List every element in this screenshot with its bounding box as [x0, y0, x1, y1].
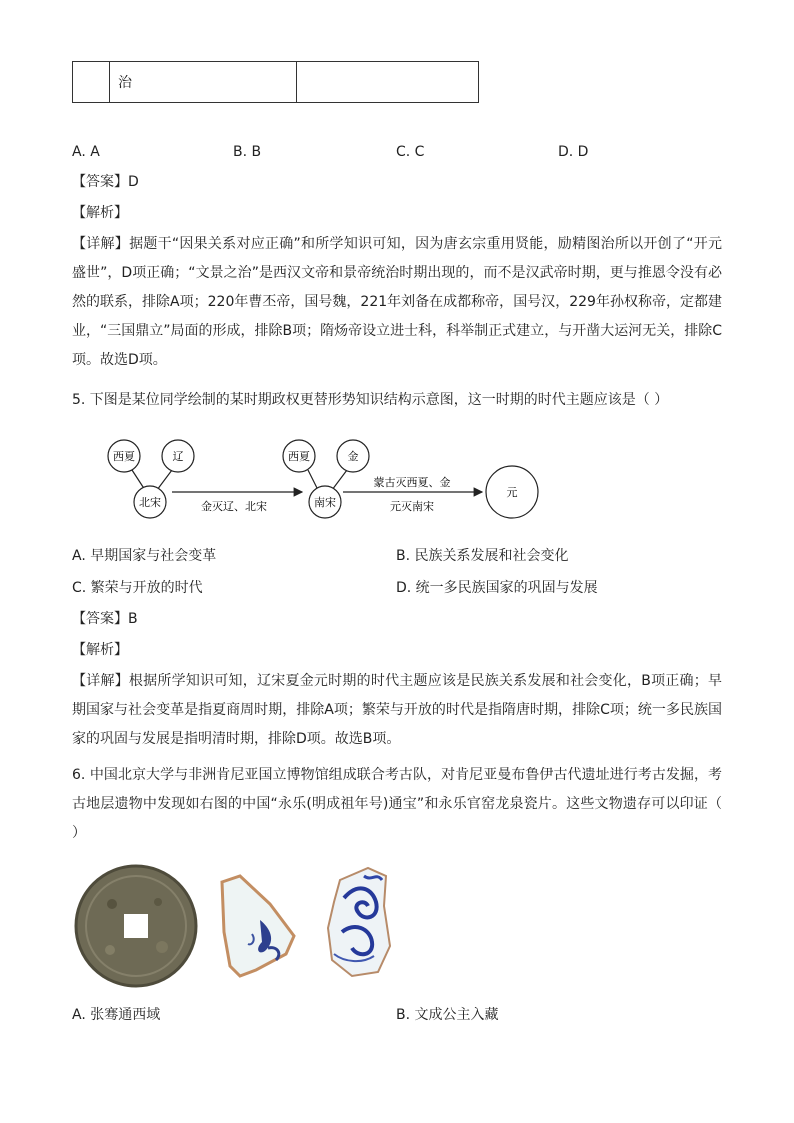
svg-text:元: 元 — [506, 486, 518, 499]
top-table — [72, 61, 479, 103]
connector-line — [157, 470, 172, 490]
q5-stem: 5. 下图是某位同学绘制的某时期政权更替形势知识结构示意图，这一时期的时代主题应该是（ ） — [72, 392, 669, 408]
svg-text:南宋: 南宋 — [314, 496, 336, 509]
svg-text:金: 金 — [347, 450, 359, 463]
porcelain-shard-1-image — [222, 876, 294, 976]
table-row — [73, 62, 479, 103]
connector-line — [332, 470, 347, 490]
porcelain-shard-2-image — [328, 868, 390, 976]
q5-option-a[interactable]: A. 早期国家与社会变革 — [72, 548, 217, 564]
q5-option-b[interactable]: B. 民族关系发展和社会变化 — [396, 548, 569, 564]
q5-answer: 【答案】B — [72, 611, 138, 627]
node-xixia-2 — [283, 440, 315, 472]
node-beisong — [134, 486, 166, 518]
table-cell — [297, 62, 479, 103]
arrow-2-label-line2: 元灭南宋 — [390, 500, 434, 513]
arrow-1-label: 金灭辽、北宋 — [201, 500, 267, 513]
q5-analysis-label: 【解析】 — [72, 642, 128, 658]
q6-artifact-images — [72, 862, 402, 992]
node-liao — [162, 440, 194, 472]
svg-text:西夏: 西夏 — [288, 450, 310, 463]
connector-line — [308, 470, 318, 490]
q6-option-a[interactable]: A. 张骞通西域 — [72, 1007, 161, 1023]
q5-detail: 【详解】根据所学知识可知，辽宋夏金元时期的时代主题应该是民族关系发展和社会变化，B项正确；早期国家与社会变革是指夏商周时期，排除A项；繁荣与开放的时代是指隋唐时期，排除C项；统一多民族国家的巩固与发展是指明清时期，排除D项。故选B项。 — [72, 673, 722, 747]
svg-text:西夏: 西夏 — [113, 450, 135, 463]
q6-stem: 6. 中国北京大学与非洲肯尼亚国立博物馆组成联合考古队，对肯尼亚曼布鲁伊古代遗址进行考古发掘，考古地层遗物中发现如右图的中国“永乐(明成祖年号)通宝”和永乐官窑龙泉瓷片。这些文物遗存可以印证（ ） — [72, 767, 722, 841]
q4-option-b[interactable]: B. B — [233, 144, 262, 160]
q4-option-c[interactable]: C. C — [396, 144, 425, 160]
table-cell — [73, 62, 110, 103]
q4-option-d[interactable]: D. D — [558, 144, 589, 160]
q4-answer: 【答案】D — [72, 174, 139, 190]
q5-diagram — [100, 432, 560, 532]
svg-text:辽: 辽 — [172, 450, 184, 463]
node-nansong — [309, 486, 341, 518]
q4-option-a[interactable]: A. A — [72, 144, 100, 160]
table-cell: 治 — [110, 62, 297, 103]
node-yuan — [486, 466, 538, 518]
node-xixia-1 — [108, 440, 140, 472]
yongle-coin-image — [76, 866, 196, 986]
svg-text:北宋: 北宋 — [139, 496, 161, 509]
q5-option-c[interactable]: C. 繁荣与开放的时代 — [72, 580, 203, 596]
q4-analysis-label: 【解析】 — [72, 205, 128, 221]
node-jin — [337, 440, 369, 472]
q4-detail: 【详解】据题干“因果关系对应正确”和所学知识可知，因为唐玄宗重用贤能，励精图治所以开创了“开元盛世”，D项正确；“文景之治”是西汉文帝和景帝统治时期出现的，而不是汉武帝时期，更与推恩令没有必然的联系，排除A项；220年曹丕帝，国号魏，221年刘备在成都称帝，国号汉，229年孙权称帝，定都建业，“三国鼎立”局面的形成，排除B项；隋炀帝设立进士科，科举制正式建立，与开凿大运河无关，排除C项。故选D项。 — [72, 236, 722, 368]
q5-option-d[interactable]: D. 统一多民族国家的巩固与发展 — [396, 580, 598, 596]
arrow-2-label-line1: 蒙古灭西夏、金 — [373, 476, 451, 489]
q6-option-b[interactable]: B. 文成公主入藏 — [396, 1007, 499, 1023]
